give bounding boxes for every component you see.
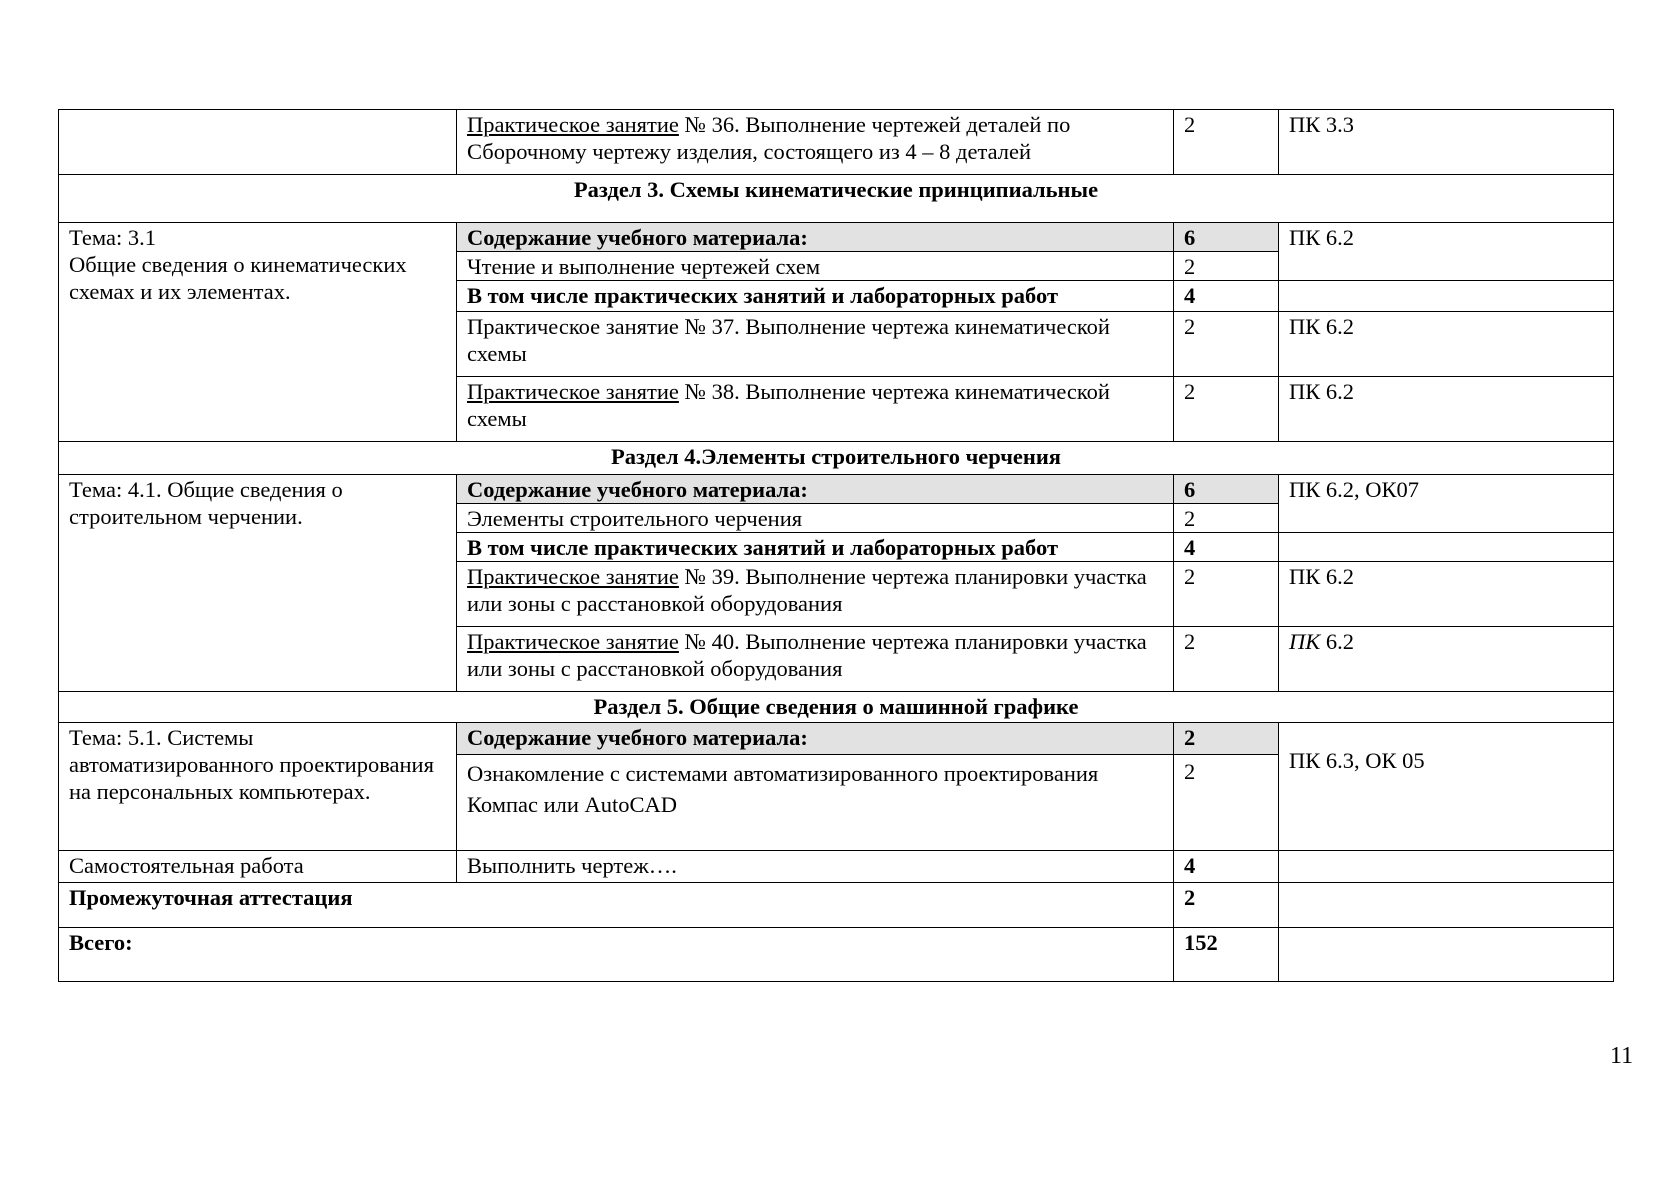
content-label: Содержание учебного материала: <box>457 475 1174 504</box>
page-number: 11 <box>1610 1043 1634 1069</box>
practice-36-label: Практическое занятие <box>467 112 679 137</box>
practice-38-hours: 2 <box>1174 377 1279 442</box>
practice-hours: 4 <box>1174 281 1279 312</box>
practice-36-cell <box>457 110 1174 175</box>
practice-label: В том числе практических занятий и лабораторных работ <box>457 533 1174 562</box>
section-row <box>59 175 1614 223</box>
practice-40-competence-rest: 6.2 <box>1320 629 1354 654</box>
practice-36-competence: ПК 3.3 <box>1279 110 1614 175</box>
item-hours: 2 <box>1174 252 1279 281</box>
empty-cell <box>1279 851 1614 883</box>
empty-cell <box>1279 533 1614 562</box>
practice-37-competence: ПК 6.2 <box>1279 312 1614 377</box>
section-row <box>59 692 1614 723</box>
section-5-title: Раздел 5. Общие сведения о машинной графике <box>59 692 1614 723</box>
practice-38-text: № 38. Выполнение чертежа кинематической схемы <box>467 379 1110 431</box>
practice-36-hours: 2 <box>1174 110 1279 175</box>
item-hours: 2 <box>1174 755 1279 851</box>
topic-3-1-cell <box>59 223 457 442</box>
practice-39-hours: 2 <box>1174 562 1279 627</box>
topic-cell-empty <box>59 110 457 175</box>
interim-label: Промежуточная аттестация <box>59 883 1174 928</box>
practice-39-label: Практическое занятие <box>467 564 679 589</box>
practice-label: В том числе практических занятий и лабораторных работ <box>457 281 1174 312</box>
empty-cell <box>1279 928 1614 982</box>
practice-37-text: Практическое занятие № 37. Выполнение чертежа кинематической схемы <box>457 312 1174 377</box>
total-label: Всего: <box>59 928 1174 982</box>
topic-5-1-cell: Тема: 5.1. Системы автоматизированного проектирования на персональных компьютерах. <box>59 723 457 851</box>
empty-cell <box>1279 883 1614 928</box>
item-text: Чтение и выполнение чертежей схем <box>457 252 1174 281</box>
self-work-label: Самостоятельная работа <box>59 851 457 883</box>
curriculum-table <box>58 109 1614 982</box>
interim-hours: 2 <box>1174 883 1279 928</box>
item-competence: ПК 6.2, ОК07 <box>1279 475 1614 533</box>
self-work-hours: 4 <box>1174 851 1279 883</box>
topic-3-1-number: Тема: 3.1 <box>69 225 156 250</box>
practice-40-competence <box>1279 627 1614 692</box>
section-row <box>59 442 1614 475</box>
item-text: Элементы строительного черчения <box>457 504 1174 533</box>
practice-38-cell <box>457 377 1174 442</box>
practice-38-competence: ПК 6.2 <box>1279 377 1614 442</box>
section-3-title: Раздел 3. Схемы кинематические принципиальные <box>59 175 1614 223</box>
table-row <box>59 883 1614 928</box>
practice-hours: 4 <box>1174 533 1279 562</box>
table-row <box>59 928 1614 982</box>
practice-40-hours: 2 <box>1174 627 1279 692</box>
practice-40-text: № 40. Выполнение чертежа планировки участка или зоны с расстановкой оборудования <box>467 629 1147 681</box>
practice-39-text: № 39. Выполнение чертежа планировки участка или зоны с расстановкой оборудования <box>467 564 1147 616</box>
topic-3-1-title: Общие сведения о кинематических схемах и их элементах. <box>69 252 407 304</box>
practice-39-cell <box>457 562 1174 627</box>
practice-37-hours: 2 <box>1174 312 1279 377</box>
practice-40-cell <box>457 627 1174 692</box>
table-row <box>59 723 1614 755</box>
item-text: Ознакомление с системами автоматизированного проектирования Компас или AutoCAD <box>457 755 1174 851</box>
practice-36-text: № 36. Выполнение чертежей деталей по Сборочному чертежу изделия, состоящего из 4 – 8 деталей <box>467 112 1071 164</box>
content-label: Содержание учебного материала: <box>457 223 1174 252</box>
total-hours: 152 <box>1174 928 1279 982</box>
content-label: Содержание учебного материала: <box>457 723 1174 755</box>
content-hours: 2 <box>1174 723 1279 755</box>
table-row <box>59 110 1614 175</box>
self-work-task: Выполнить чертеж…. <box>457 851 1174 883</box>
content-hours: 6 <box>1174 223 1279 252</box>
table-row <box>59 851 1614 883</box>
section-4-title: Раздел 4.Элементы строительного черчения <box>59 442 1614 475</box>
topic-4-1-cell: Тема: 4.1. Общие сведения о строительном черчении. <box>59 475 457 692</box>
practice-40-label: Практическое занятие <box>467 629 679 654</box>
table-row <box>59 475 1614 504</box>
empty-cell <box>1279 281 1614 312</box>
practice-40-competence-italic: ПК <box>1289 629 1321 654</box>
content-hours: 6 <box>1174 475 1279 504</box>
practice-38-label: Практическое занятие <box>467 379 679 404</box>
practice-39-competence: ПК 6.2 <box>1279 562 1614 627</box>
item-competence: ПК 6.3, ОК 05 <box>1279 723 1614 851</box>
item-competence: ПК 6.2 <box>1279 223 1614 281</box>
table-row <box>59 223 1614 252</box>
item-hours: 2 <box>1174 504 1279 533</box>
